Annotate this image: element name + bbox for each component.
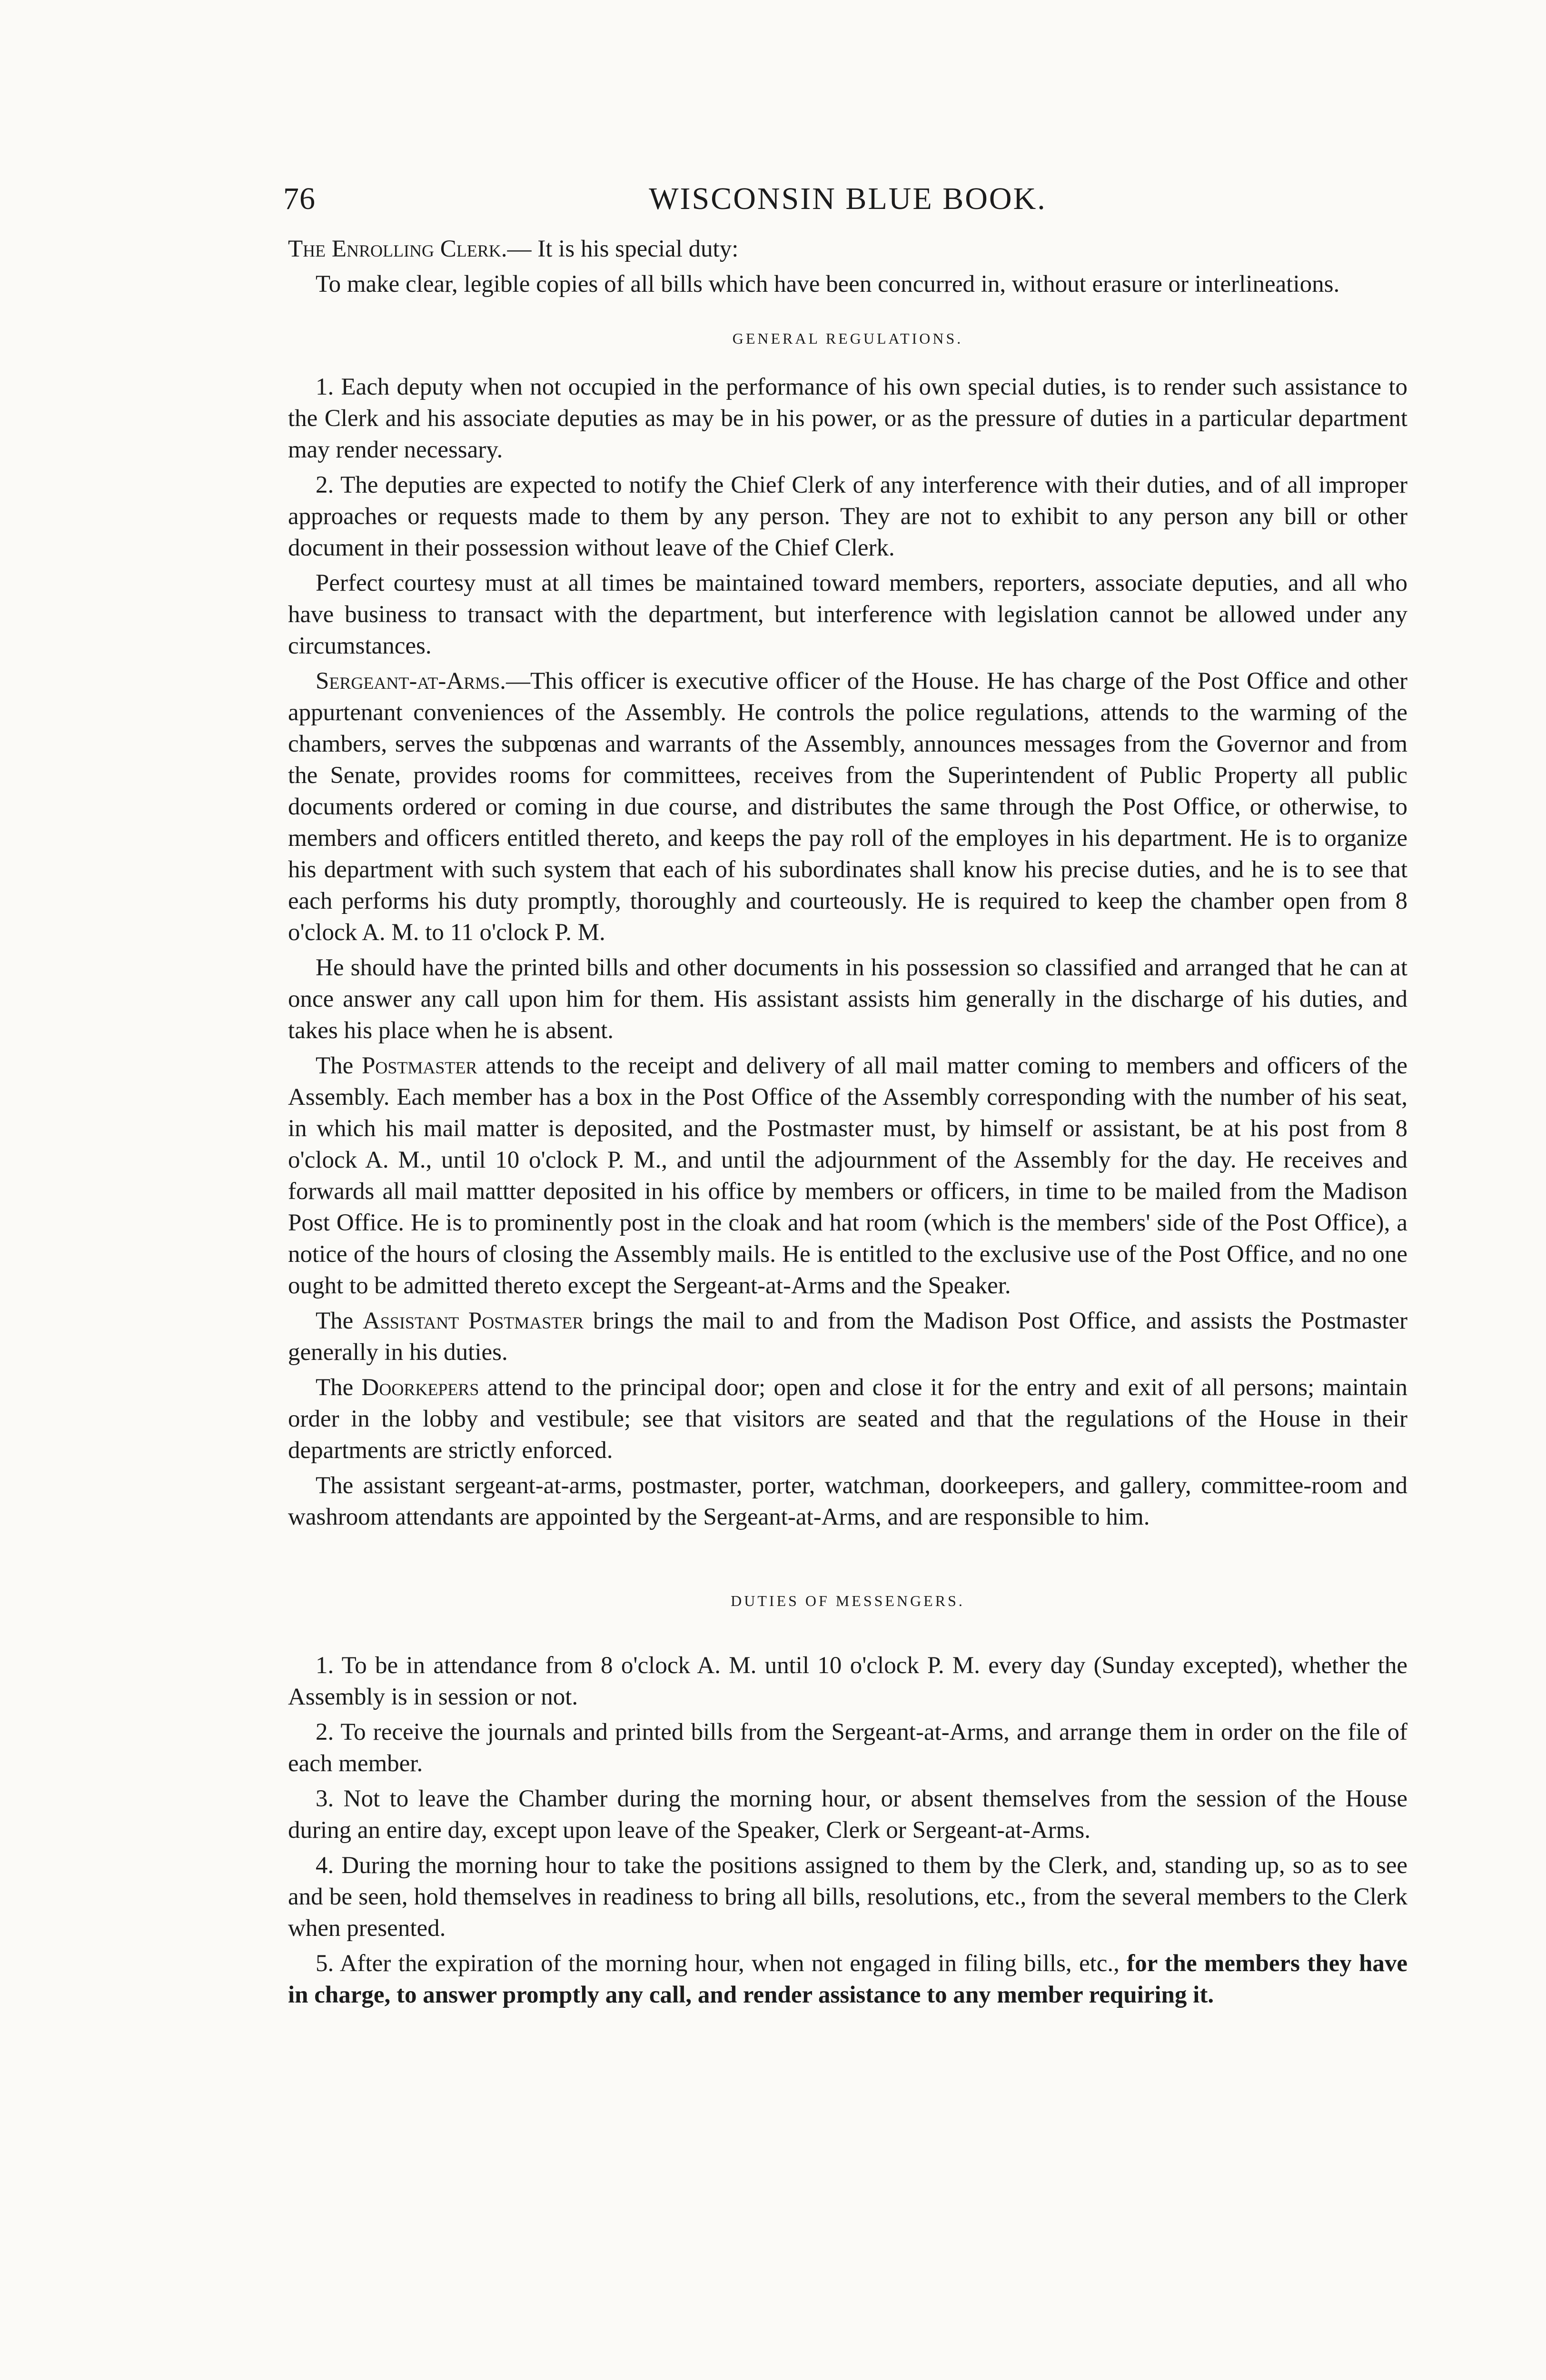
postmaster-prefix: The bbox=[316, 1052, 362, 1079]
sergeant-at-arms-paragraph bbox=[288, 665, 1407, 948]
postmaster-paragraph bbox=[288, 1050, 1407, 1301]
running-head: WISCONSIN BLUE BOOK. bbox=[649, 181, 1047, 216]
enrolling-clerk-duty: To make clear, legible copies of all bills which have been concurred in, without erasure or interlineations. bbox=[316, 271, 1340, 298]
messenger-duty-5-start: 5. After the expiration of the morning hour, when not engaged in filing bills, etc., bbox=[316, 1950, 1127, 1977]
enrolling-clerk-paragraph bbox=[288, 233, 1407, 265]
doorkeepers-paragraph bbox=[288, 1372, 1407, 1466]
assistant-postmaster-prefix: The bbox=[316, 1308, 363, 1334]
document-page bbox=[283, 181, 1407, 2014]
general-regulations-heading: GENERAL REGULATIONS. bbox=[732, 330, 963, 347]
page-header bbox=[283, 181, 1407, 233]
doorkeepers-heading: Doorkepers bbox=[361, 1374, 479, 1401]
messenger-duty-5 bbox=[288, 1948, 1407, 2011]
assistant-postmaster-text: brings the mail to and from the Madison Post Office, and assists the Postmaster generally in his duties. bbox=[288, 1308, 1407, 1366]
messenger-duty-1: 1. To be in attendance from 8 o'clock A. M. until 10 o'clock P. M. every day (Sunday excepted), whether the Assembly is in session or not. bbox=[288, 1652, 1407, 1710]
doorkeepers-prefix: The bbox=[316, 1374, 362, 1401]
messenger-duty-2: 2. To receive the journals and printed bills from the Sergeant-at-Arms, and arrange them in order on the file of each member. bbox=[288, 1719, 1407, 1777]
doorkeepers-text: attend to the principal door; open and close it for the entry and exit of all persons; maintain order in the lobby and vestibule; see that visitors are seated and that the regulations of the House in their departments are strictly enforced. bbox=[288, 1374, 1407, 1464]
duties-of-messengers-heading: DUTIES OF MESSENGERS. bbox=[731, 1592, 965, 1609]
messenger-duty-3: 3. Not to leave the Chamber during the morning hour, or absent themselves from the session of the House during an entire day, except upon leave of the Speaker, Clerk or Sergeant-at-Arms. bbox=[288, 1785, 1407, 1844]
assistant-postmaster-heading: Assistant Postmaster bbox=[363, 1308, 584, 1334]
regulation-item-1: 1. Each deputy when not occupied in the performance of his own special duties, is to render such assistance to the Clerk and his associate deputies as may be in his power, or as the pressure of duties in a particular department may render necessary. bbox=[288, 374, 1407, 463]
body-text bbox=[288, 233, 1407, 2011]
sergeant-at-arms-heading: Sergeant-at-Arms. bbox=[316, 668, 506, 694]
sergeant-at-arms-paragraph-2: He should have the printed bills and other documents in his possession so classified and arranged that he can at once answer any call upon him for them. His assistant assists him generally in the discharge of his duties, and takes his place when he is absent. bbox=[288, 954, 1407, 1044]
page-number: 76 bbox=[283, 181, 316, 216]
messenger-duty-4: 4. During the morning hour to take the positions assigned to them by the Clerk, and, standing up, so as to see and be seen, hold themselves in readiness to bring all bills, resolutions, etc., from the several members to the Clerk when presented. bbox=[288, 1852, 1407, 1942]
enrolling-clerk-intro: — It is his special duty: bbox=[507, 236, 739, 262]
assistant-postmaster-paragraph bbox=[288, 1305, 1407, 1368]
enrolling-clerk-heading: The Enrolling Clerk. bbox=[288, 236, 507, 262]
appointments-paragraph: The assistant sergeant-at-arms, postmaster, porter, watchman, doorkeepers, and gallery, committee-room and washroom attendants are appointed by the Sergeant-at-Arms, and are responsible to him. bbox=[288, 1472, 1407, 1530]
postmaster-heading: Postmaster bbox=[362, 1052, 477, 1079]
sergeant-at-arms-text: —This officer is executive officer of the House. He has charge of the Post Office and other appurtenant conveniences of the Assembly. He controls the police regulations, attends to the warming of the chambers, serves the subpœnas and warrants of the Assembly, announces messages from the Governor and from the Senate, provides rooms for committees, receives from the Superintendent of Public Property all public documents ordered or coming in due course, and distributes the same through the Post Office, or otherwise, to members and officers entitled thereto, and keeps the pay roll of the employes in his department. He is to organize his department with such system that each of his subordinates shall know his precise duties, and he is to see that each performs his duty promptly, thoroughly and courteously. He is required to keep the chamber open from 8 o'clock A. M. to 11 o'clock P. M. bbox=[288, 668, 1407, 946]
messenger-duty-5-end: for the members they have in charge, to answer promptly any call, and render assistance to any member requiring it. bbox=[288, 1950, 1407, 2008]
postmaster-text: attends to the receipt and delivery of all mail matter coming to members and officers of the Assembly. Each member has a box in the Post Office of the Assembly corresponding with the number of his seat, in which his mail matter is deposited, and the Postmaster must, by himself or assistant, be at his post from 8 o'clock A. M., until 10 o'clock P. M., and until the adjournment of the Assembly for the day. He receives and forwards all mail mattter deposited in his office by members or officers, in time to be mailed from the Madison Post Office. He is to prominently post in the cloak and hat room (which is the members' side of the Post Office), a notice of the hours of closing the Assembly mails. He is entitled to the exclusive use of the Post Office, and no one ought to be admitted thereto except the Sergeant-at-Arms and the Speaker. bbox=[288, 1052, 1407, 1299]
regulation-item-courtesy: Perfect courtesy must at all times be maintained toward members, reporters, associate deputies, and all who have business to transact with the department, but interference with legislation cannot be allowed under any circumstances. bbox=[288, 570, 1407, 659]
regulation-item-2: 2. The deputies are expected to notify the Chief Clerk of any interference with their duties, and of all improper approaches or requests made to them by any person. They are not to exhibit to any person any bill or other document in their possession without leave of the Chief Clerk. bbox=[288, 472, 1407, 561]
